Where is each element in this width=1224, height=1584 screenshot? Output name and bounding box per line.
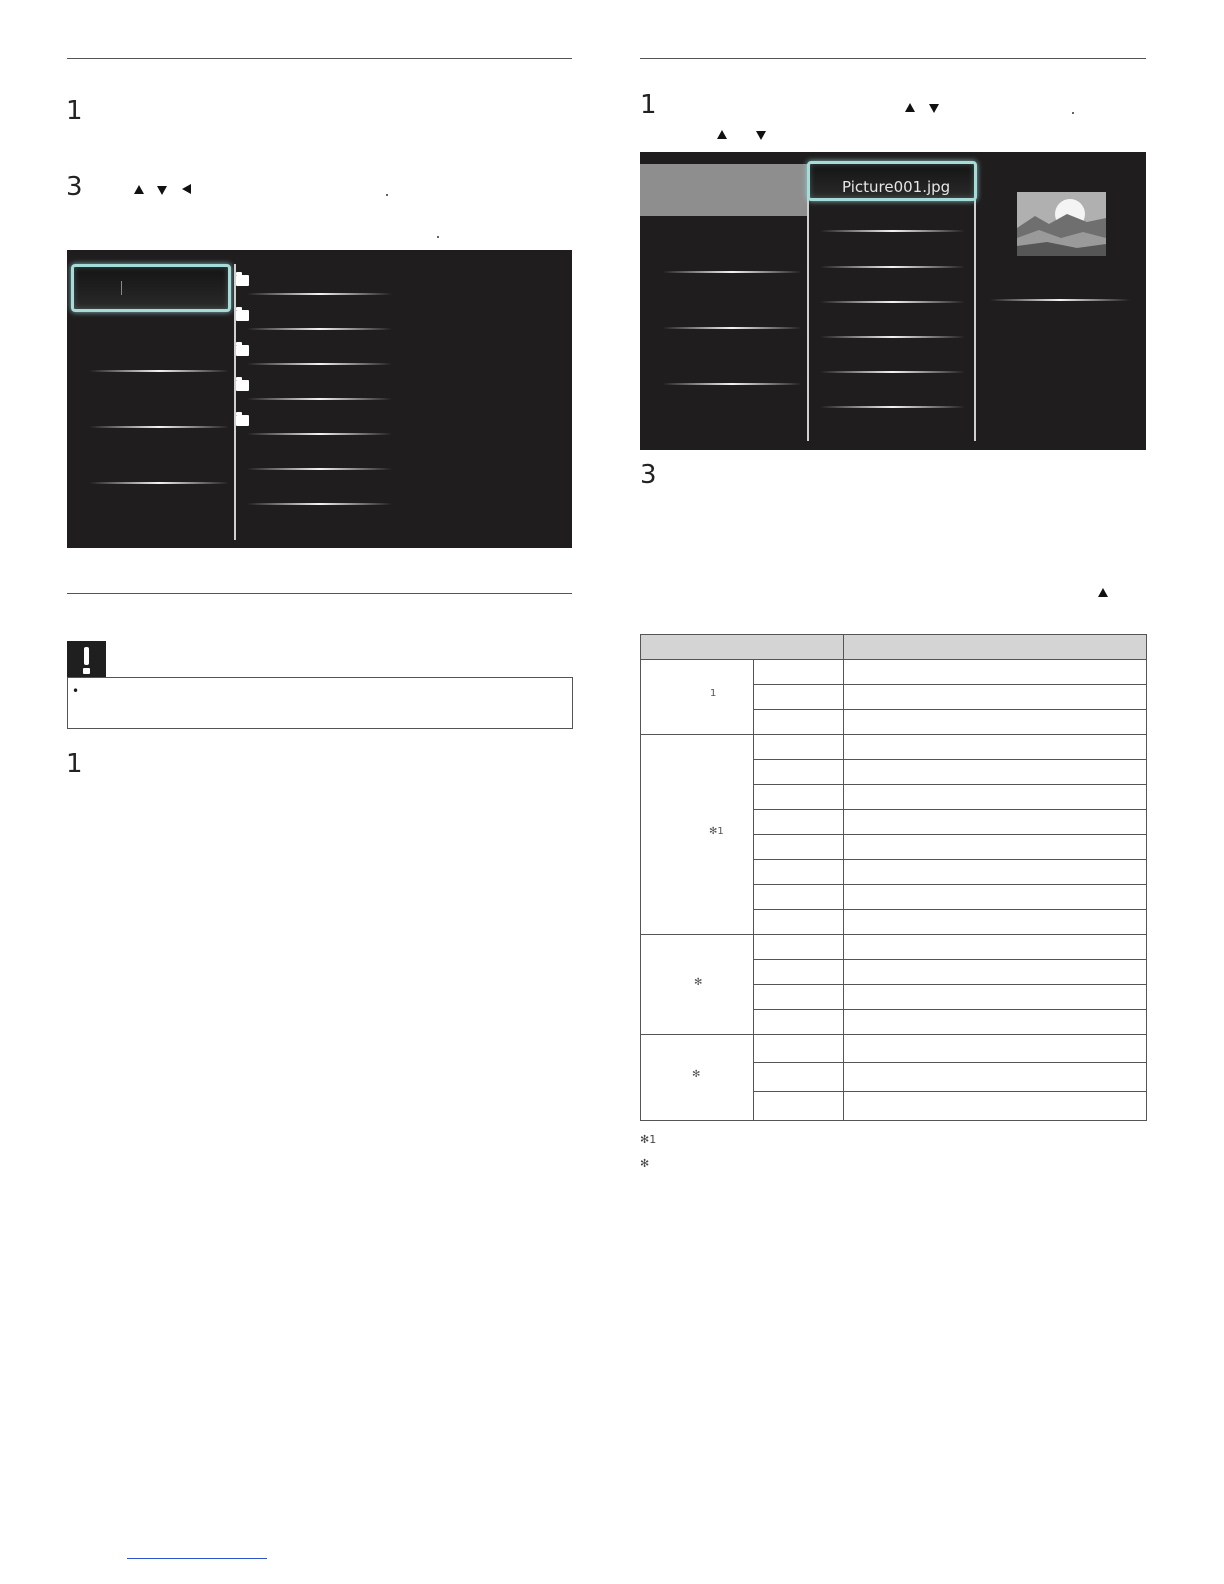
- folder-icon: [236, 345, 249, 356]
- footnote-2: ✻: [640, 1157, 650, 1170]
- folder-icon: [236, 380, 249, 391]
- table-cell: [754, 1010, 844, 1035]
- active-category-panel: [640, 164, 807, 216]
- preview-divider: [990, 299, 1130, 301]
- table-cell: [754, 785, 844, 810]
- table-cell: [844, 885, 1147, 910]
- table-cell: [754, 960, 844, 985]
- table-cell: [754, 835, 844, 860]
- file-list-divider: [820, 371, 965, 373]
- table-header-cell: [844, 635, 1147, 660]
- table-cell: [844, 935, 1147, 960]
- table-cell: [754, 685, 844, 710]
- table-cell: [844, 1035, 1147, 1063]
- menu-item-divider: [662, 383, 802, 385]
- table-cell: [754, 1092, 844, 1121]
- period-mark: [1072, 112, 1074, 114]
- folder-icon: [236, 310, 249, 321]
- table-cell: [754, 910, 844, 935]
- column-divider: [974, 164, 976, 441]
- table-cell: [754, 1063, 844, 1092]
- table-row: [641, 935, 1147, 960]
- table-group-cell: [641, 735, 754, 935]
- file-list-divider: [247, 468, 392, 470]
- period-mark: [437, 236, 439, 238]
- caution-box: [67, 677, 573, 729]
- table-cell: [754, 985, 844, 1010]
- left-arrow-icon: [182, 184, 191, 194]
- table-cell: [754, 760, 844, 785]
- table-cell: [754, 660, 844, 685]
- step-number-1-second: 1: [66, 749, 83, 779]
- file-list-divider: [820, 266, 965, 268]
- table-row: [641, 660, 1147, 685]
- up-arrow-icon: [717, 130, 727, 139]
- table-cell: [844, 1010, 1147, 1035]
- file-list-divider: [247, 503, 392, 505]
- folder-icon: [236, 275, 249, 286]
- period-mark: [386, 194, 388, 196]
- table-cell: [844, 785, 1147, 810]
- usb-browser-screen: [67, 250, 572, 548]
- table-cell: [754, 735, 844, 760]
- footnote-marker: ✻1: [709, 826, 724, 837]
- table-cell: [844, 835, 1147, 860]
- column-divider: [234, 264, 236, 540]
- table-cell: [844, 860, 1147, 885]
- file-list-divider: [820, 336, 965, 338]
- step-number-3: 3: [66, 172, 83, 202]
- table-header-row: [641, 635, 1147, 660]
- table-cell: [754, 885, 844, 910]
- table-cell: [844, 760, 1147, 785]
- table-cell: [844, 810, 1147, 835]
- table-cell: [844, 1063, 1147, 1092]
- menu-item-divider: [89, 370, 229, 372]
- table-header-cell: [641, 635, 844, 660]
- up-arrow-icon: [905, 103, 915, 112]
- down-arrow-icon: [929, 104, 939, 113]
- folder-icon: [236, 415, 249, 426]
- table-cell: [844, 710, 1147, 735]
- hyperlink-underline[interactable]: [127, 1558, 267, 1559]
- table-cell: [844, 910, 1147, 935]
- menu-item-divider: [662, 327, 802, 329]
- up-arrow-icon: [1098, 588, 1108, 597]
- file-list-divider: [247, 433, 392, 435]
- table-cell: [754, 710, 844, 735]
- down-arrow-icon: [157, 186, 167, 195]
- table-row: [641, 735, 1147, 760]
- table-cell: [754, 810, 844, 835]
- photo-browser-screen: [640, 152, 1146, 450]
- file-list-divider: [820, 406, 965, 408]
- section-rule-top-left: [67, 58, 572, 59]
- selected-file-name: Picture001.jpg: [842, 178, 951, 196]
- step-number-3-right: 3: [640, 460, 657, 490]
- footnote-marker: ✻: [692, 1069, 701, 1080]
- table-cell: [844, 660, 1147, 685]
- file-list-divider: [820, 301, 965, 303]
- table-group-cell: [641, 660, 754, 735]
- file-list-divider: [247, 363, 392, 365]
- exclamation-icon: [84, 647, 89, 665]
- selected-menu-item[interactable]: [71, 264, 231, 312]
- table-cell: [844, 985, 1147, 1010]
- table-row: [641, 1035, 1147, 1063]
- file-list-divider: [820, 230, 965, 232]
- menu-item-divider: [89, 482, 229, 484]
- footnote-marker: ✻: [694, 977, 703, 988]
- selected-file-item[interactable]: [807, 161, 977, 201]
- footnote-1: ✻1: [640, 1133, 657, 1146]
- step-number-1-right: 1: [640, 90, 657, 120]
- section-rule-top-right: [640, 58, 1146, 59]
- table-cell: [754, 935, 844, 960]
- table-cell: [844, 960, 1147, 985]
- section-rule-mid-left: [67, 593, 572, 594]
- table-cell: [754, 1035, 844, 1063]
- table-group-cell: [641, 935, 754, 1035]
- table-cell: [844, 685, 1147, 710]
- up-arrow-icon: [134, 185, 144, 194]
- exclamation-dot: [83, 668, 90, 674]
- table-cell: [844, 1092, 1147, 1121]
- supported-format-table: [640, 634, 1147, 1121]
- caution-tab: [67, 641, 106, 677]
- file-list-divider: [247, 398, 392, 400]
- menu-item-divider: [89, 426, 229, 428]
- table-cell: [844, 735, 1147, 760]
- footnote-marker: 1: [710, 688, 717, 699]
- caution-bullet: •: [72, 684, 80, 698]
- step-number-1: 1: [66, 96, 83, 126]
- file-list-divider: [247, 328, 392, 330]
- down-arrow-icon: [756, 131, 766, 140]
- cursor-mark: [121, 281, 122, 295]
- column-divider: [807, 164, 809, 441]
- table-cell: [754, 860, 844, 885]
- file-list-divider: [247, 293, 392, 295]
- table-group-cell: [641, 1035, 754, 1121]
- menu-item-divider: [662, 271, 802, 273]
- picture-thumbnail-icon: [1017, 192, 1106, 256]
